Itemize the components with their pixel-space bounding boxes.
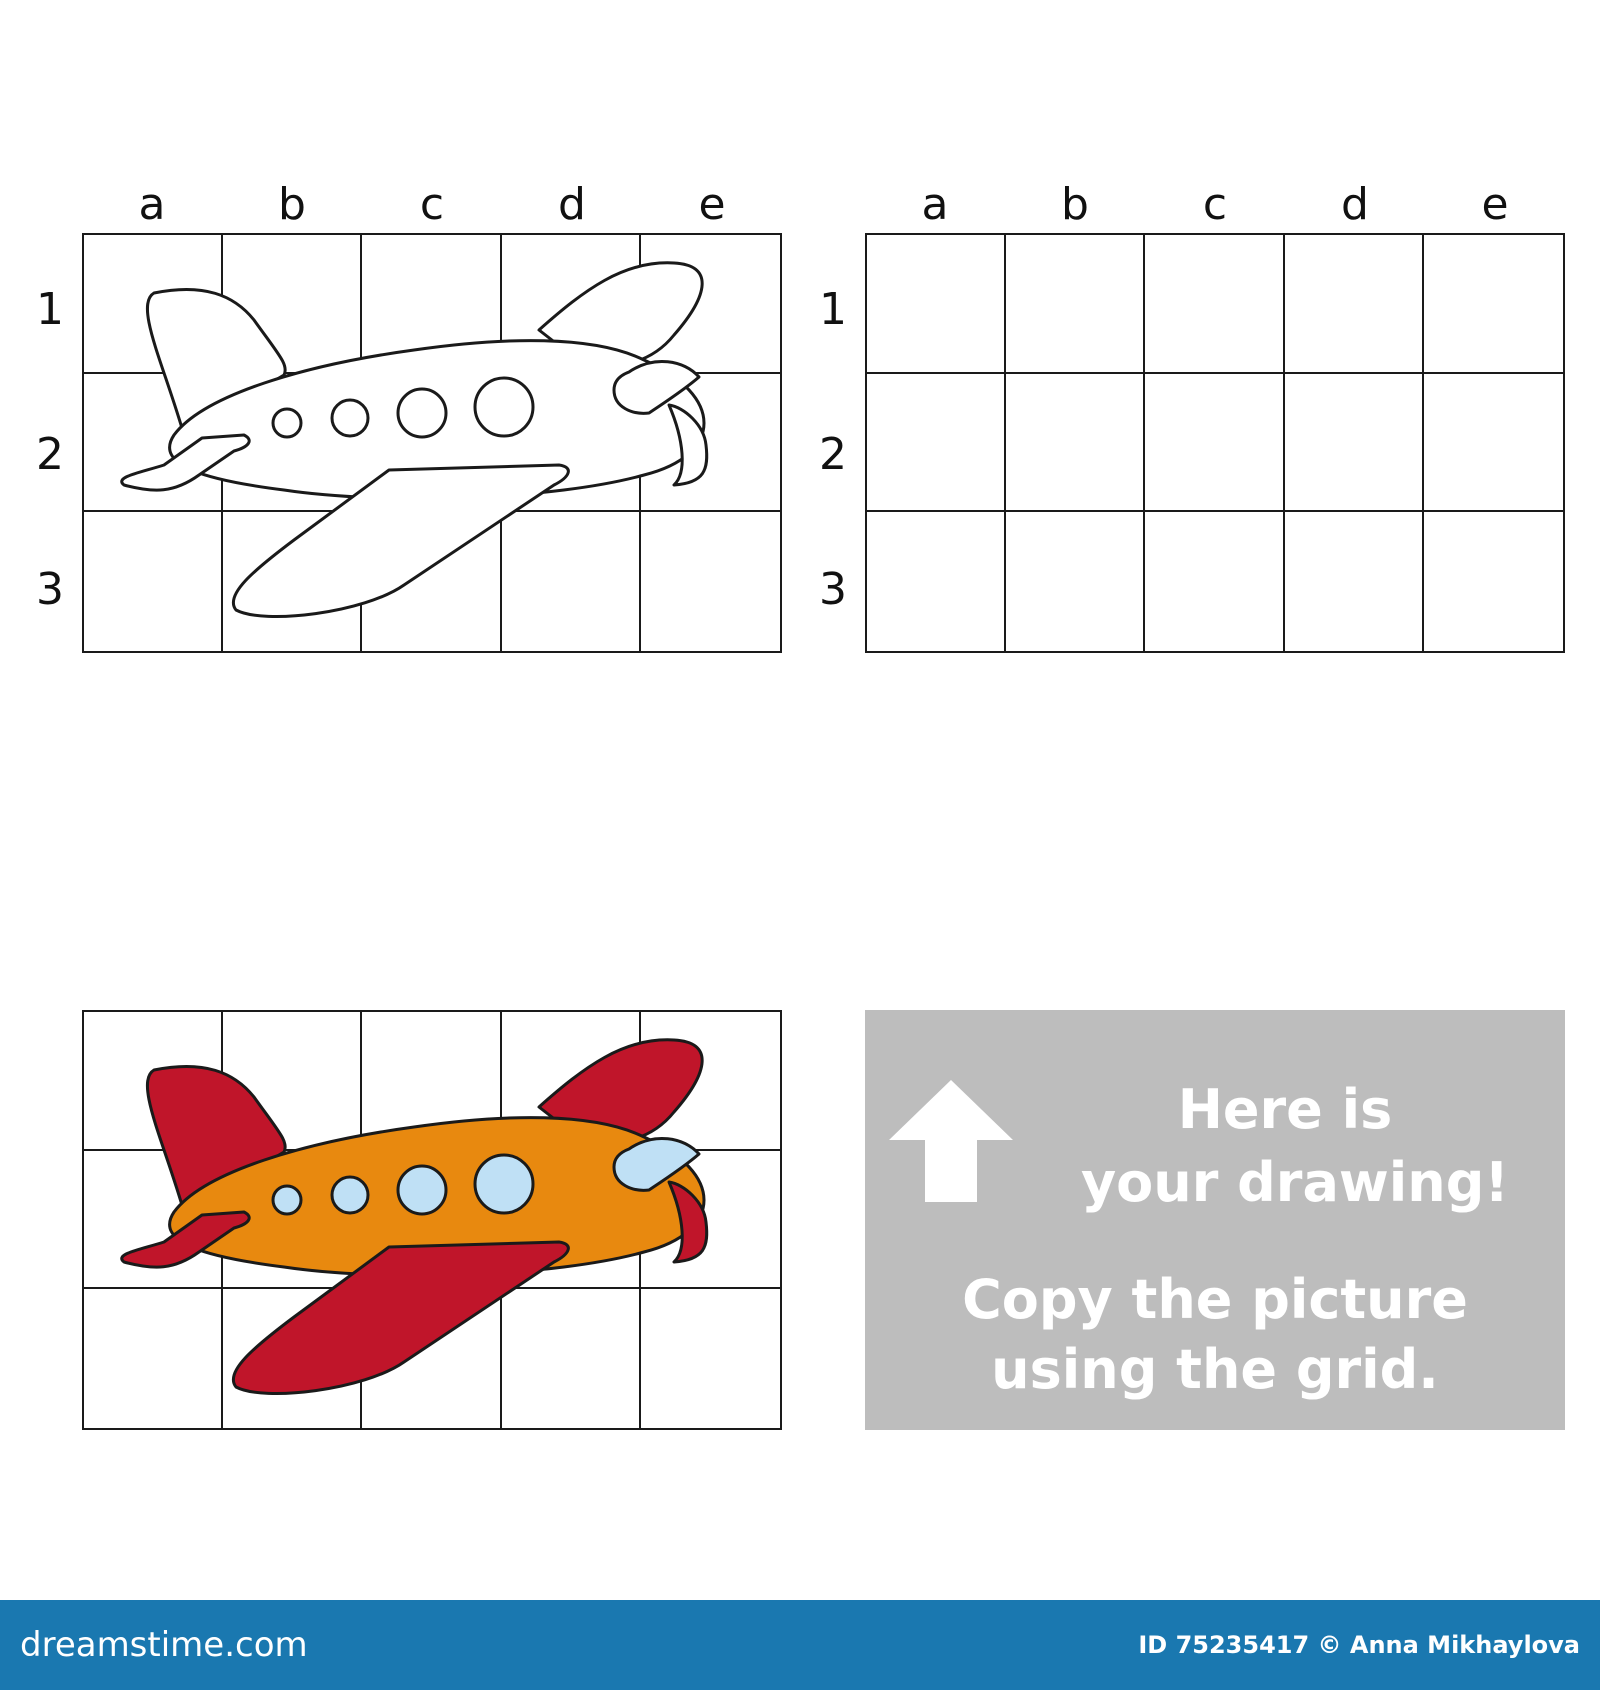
- col-label-b: b: [1061, 179, 1089, 230]
- row-label-1: 1: [36, 284, 64, 335]
- airplane-outline-drawing: [84, 235, 784, 655]
- row-label-1: 1: [819, 284, 847, 335]
- footer-bar: [0, 1600, 1600, 1690]
- airplane-colored-drawing: [84, 1012, 784, 1432]
- col-label-b: b: [278, 179, 306, 230]
- row-label-2: 2: [819, 429, 847, 480]
- brand-logo-text: dreamstime.com: [20, 1625, 308, 1665]
- col-label-a: a: [921, 179, 949, 230]
- panel-line-3: Copy the picture: [962, 1268, 1468, 1331]
- col-label-c: c: [419, 179, 445, 230]
- col-label-c: c: [1202, 179, 1228, 230]
- col-label-d: d: [1341, 179, 1369, 230]
- panel-line-2: your drawing!: [1080, 1151, 1510, 1214]
- col-label-a: a: [138, 179, 166, 230]
- row-label-2: 2: [36, 429, 64, 480]
- up-arrow-icon: [889, 1080, 1013, 1202]
- row-label-3: 3: [36, 564, 64, 615]
- colored-example-grid: [82, 1010, 782, 1430]
- col-label-e: e: [698, 179, 726, 230]
- reference-outline-grid: [82, 233, 782, 653]
- instruction-panel: [865, 1010, 1565, 1430]
- panel-line-4: using the grid.: [991, 1338, 1439, 1401]
- image-credit: ID 75235417 © Anna Mikhaylova: [1138, 1631, 1580, 1659]
- col-label-d: d: [558, 179, 586, 230]
- panel-line-1: Here is: [1177, 1078, 1393, 1141]
- row-label-3: 3: [819, 564, 847, 615]
- col-label-e: e: [1481, 179, 1509, 230]
- blank-drawing-grid[interactable]: [865, 233, 1565, 653]
